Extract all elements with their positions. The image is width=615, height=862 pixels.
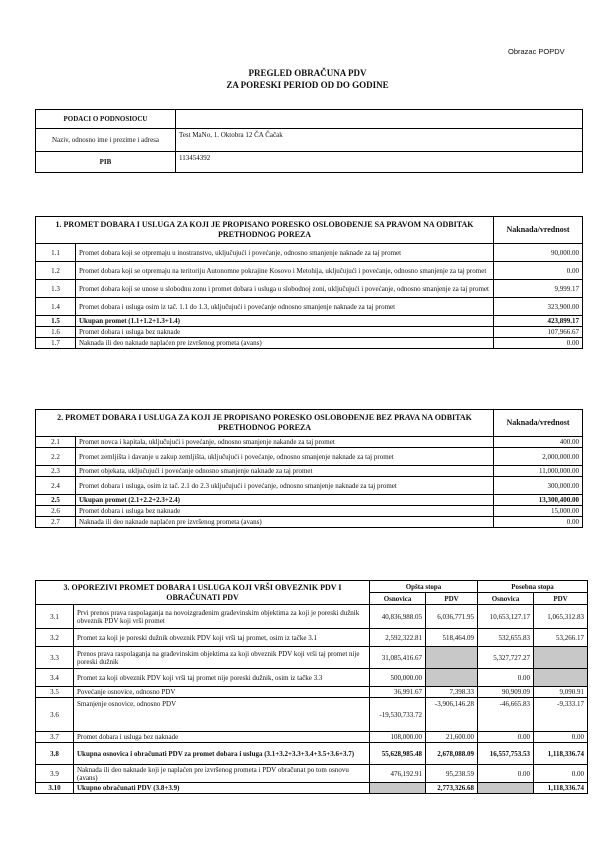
general-base-cell: 476,192.91 [370,765,426,783]
table-row [36,647,588,669]
section1-title: 1. PROMET DOBARA I USLUGA ZA KOJI JE PROPISANO PORESKO OSLOBOĐENJE SA PRAVOM NA ODBITAK PRETHODNOG POREZA [36,217,494,244]
general-base-cell: 40,836,988.05 [370,605,426,629]
row-description: Promet zemljišta i davanje u zakup zemljišta, uključujući i povećanje, odnosno smanjenje naknade za taj promet [76,448,494,466]
special-vat-cell: 53,266.17 [534,629,588,647]
row-value: 423,899.17 [494,316,583,327]
row-description: Ukupna osnovica i obračunati PDV za promet dobara i usluga (3.1+3.2+3.3+3.4+3.5+3.6+3.7) [74,743,370,765]
table-row [36,605,588,629]
general-base-cell: 108,000.00 [370,732,426,743]
row-description: Promet dobara i usluga bez naknade [76,327,494,338]
row-description: Prenos prava raspolaganja na građevinskim objektima za koji obveznik PDV koji vrši taj promet nije poreski dužnik [74,647,370,669]
row-value: 2,000,000.00 [494,448,583,466]
row-code: 2.3 [36,466,76,477]
special-base-cell: 10,653,127.17 [478,605,534,629]
row-code: 2.7 [36,517,76,528]
row-value: 0.00 [494,262,583,280]
row-code: 2.4 [36,477,76,495]
row-description: Promet dobara koji se otpremaju na teritoriju Autonomne pokrajine Kosovo i Metohija, uključujući i povećanje, odnosno smanjenje za taj promet [76,262,494,280]
row-code: 1.4 [36,298,76,316]
row-code: 1.1 [36,244,76,262]
row-value: 11,000,000.00 [494,466,583,477]
name-value: Test MaNo, 1. Oktobra 12 ČA Čačak [176,129,583,152]
row-value: 0.00 [494,338,583,349]
general-vat-cell: 2,678,088.09 [426,743,478,765]
table-row [36,732,588,743]
section3-table [35,580,588,794]
section2-title: 2. PROMET DOBARA I USLUGA ZA KOJI JE PROPISANO PORESKO OSLOBOĐENJE BEZ PRAVA NA ODBITAK PRETHODNOG POREZA [36,410,494,437]
form-code: Obrazac POPDV [508,47,565,56]
row-description: Promet novca i kapitala, uključujući i povećanje, odnosno smanjenje nakande za taj promet [76,437,494,448]
table-row [36,437,583,448]
special-vat-header: PDV [534,593,588,605]
table-row [36,743,588,765]
special-vat-cell: 0.00 [534,765,588,783]
table-row [36,517,583,528]
special-vat-cell: 0.00 [534,732,588,743]
row-code: 3.10 [36,783,74,794]
row-code: 3.4 [36,669,74,687]
general-base-cell: 31,085,416.67 [370,647,426,669]
special-rate-header: Posebna stopa [478,581,588,593]
table-row [36,698,588,732]
row-value: 9,999.17 [494,280,583,298]
general-vat-header: PDV [426,593,478,605]
row-description: Ukupan promet (2.1+2.2+2.3+2.4) [76,495,494,506]
table-row [36,327,583,338]
title-line-1: PREGLED OBRAČUNA PDV [248,68,367,78]
general-base-cell: 500,000.00 [370,669,426,687]
table-row [36,466,583,477]
row-code: 2.5 [36,495,76,506]
table-row [36,316,583,327]
special-vat-cell: -9,333.17 [534,698,588,732]
special-vat-cell: 1,118,336.74 [534,783,588,794]
special-vat-cell [534,669,588,687]
section1-table [35,216,583,349]
table-row [36,448,583,466]
row-description: Smanjenje osnovice, odnosno PDV [74,698,370,732]
title-line-2: ZA PORESKI PERIOD OD DO GODINE [226,80,389,90]
section2-value-header: Naknada/vrednost [494,410,583,437]
table-row [36,629,588,647]
special-base-cell: 90,909.09 [478,687,534,698]
row-description: Naknada ili deo naknade naplaćen pre izvršenog prometa (avans) [76,338,494,349]
general-vat-cell: -3,906,146.28 [426,698,478,732]
special-base-cell [478,783,534,794]
section2-table [35,409,583,528]
special-vat-cell [534,647,588,669]
row-value: 13,300,400.00 [494,495,583,506]
name-label: Naziv, odnosno ime i prezime i adresa [36,129,176,152]
row-description: Promet objekata, uključujući i povećanje odnosno smanjenje naknade za taj promet [76,466,494,477]
row-code: 1.3 [36,280,76,298]
row-description: Promet dobara i usluga bez naknade [76,506,494,517]
row-description: Povećanje osnovice, odnosno PDV [74,687,370,698]
special-base-cell: -46,665.83 [478,698,534,732]
row-value: 323,900.00 [494,298,583,316]
special-base-cell: 532,655.83 [478,629,534,647]
section1-value-header: Naknada/vrednost [494,217,583,244]
row-code: 2.2 [36,448,76,466]
general-base-header: Osnovica [370,593,426,605]
general-base-cell: 55,628,985.48 [370,743,426,765]
row-description: Prvi prenos prava raspolaganja na novoizgrađenim građevinskim objektima za koji je poreski dužnik obveznik PDV koji vrši promet [74,605,370,629]
special-base-cell: 16,557,753.53 [478,743,534,765]
general-vat-cell [426,647,478,669]
row-description: Ukupno obračunati PDV (3.8+3.9) [74,783,370,794]
special-base-cell: 5,327,727.27 [478,647,534,669]
pib-label: PIB [36,152,176,173]
special-base-cell: 0.00 [478,765,534,783]
general-base-cell: 36,991.67 [370,687,426,698]
general-vat-cell: 21,600.00 [426,732,478,743]
row-description: Naknada ili deo naknade koji je naplaćen pre izvršenog prometa i PDV obračunat po tom osnovu (avans) [74,765,370,783]
row-code: 1.6 [36,327,76,338]
row-code: 2.1 [36,437,76,448]
general-rate-header: Opšta stopa [370,581,478,593]
row-code: 1.7 [36,338,76,349]
pib-value: 113454392 [176,152,583,173]
special-base-header: Osnovica [478,593,534,605]
row-code: 3.7 [36,732,74,743]
row-description: Promet dobara koji se unose u slobodnu zonu i promet dobara i usluga u slobodnoj zoni, uključujući i povećanje, odnosno smanjenje za taj promet [76,280,494,298]
row-code: 3.2 [36,629,74,647]
section3-title: 3. OPOREZIVI PROMET DOBARA I USLUGA KOJI VRŠI OBVEZNIK PDV I OBRAČUNATI PDV [36,581,370,605]
special-vat-cell: 9,090.91 [534,687,588,698]
table-row [36,298,583,316]
table-row [36,477,583,495]
submitter-table [35,109,583,173]
table-row [36,495,583,506]
row-value: 90,000.00 [494,244,583,262]
table-row [36,687,588,698]
row-code: 3.1 [36,605,74,629]
row-code: 3.9 [36,765,74,783]
table-row [36,280,583,298]
row-value: 400.00 [494,437,583,448]
row-description: Promet za koji obveznik PDV koji vrši taj promet nije poreski dužnik, osim iz tačke 3.3 [74,669,370,687]
special-vat-cell: 1,065,312.83 [534,605,588,629]
row-description: Ukupan promet (1.1+1.2+1.3+1.4) [76,316,494,327]
general-vat-cell [426,669,478,687]
row-description: Naknada ili deo naknade naplaćen pre izvršenog prometa (avans) [76,517,494,528]
special-base-cell: 0.00 [478,669,534,687]
general-base-cell: 2,592,322.81 [370,629,426,647]
table-row [36,262,583,280]
row-code: 3.8 [36,743,74,765]
table-row [36,765,588,783]
table-row [36,244,583,262]
table-row [36,669,588,687]
row-code: 1.2 [36,262,76,280]
table-row [36,338,583,349]
row-description: Promet dobara i usluga, osim iz tač. 2.1 do 2.3 uključujući i povećanje, odnosno smanjenje naknade za taj promet [76,477,494,495]
general-vat-cell: 2,773,326.68 [426,783,478,794]
row-description: Promet dobara i usluga osim iz tač. 1.1 do 1.3, uključujući i povećanje odnosno smanjenje naknade za taj promet [76,298,494,316]
submitter-section-title: PODACI O PODNOSIOCU [36,110,176,129]
row-value: 0.00 [494,517,583,528]
row-value: 107,966.67 [494,327,583,338]
row-description: Promet dobara i usluga bez naknade [74,732,370,743]
row-code: 3.3 [36,647,74,669]
special-base-cell: 0.00 [478,732,534,743]
general-vat-cell: 518,464.09 [426,629,478,647]
general-vat-cell: 95,238.59 [426,765,478,783]
row-description: Promet dobara koji se otpremaju u inostranstvo, uključujući i povećanje, odnosno smanjenje naknade za taj promet [76,244,494,262]
row-code: 3.6 [36,698,74,732]
row-code: 2.6 [36,506,76,517]
row-description: Promet za koji je poreski dužnik obveznik PDV koji vrši taj promet, osim iz tačke 3.1 [74,629,370,647]
page-title [0,67,615,91]
table-row [36,783,588,794]
general-base-cell [370,783,426,794]
general-vat-cell: 6,036,771.95 [426,605,478,629]
row-value: 300,000.00 [494,477,583,495]
row-code: 3.5 [36,687,74,698]
general-base-cell: -19,530,733.72 [370,698,426,732]
row-value: 15,000.00 [494,506,583,517]
general-vat-cell: 7,398.33 [426,687,478,698]
special-vat-cell: 1,118,336.74 [534,743,588,765]
table-row [36,506,583,517]
row-code: 1.5 [36,316,76,327]
